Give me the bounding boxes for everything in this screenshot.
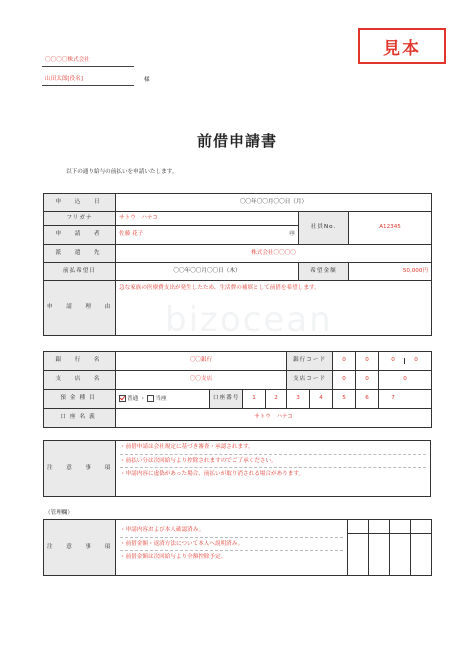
branch-code-digit[interactable]: 0 <box>379 371 432 390</box>
recipient-name: 山田太郎[役名] <box>45 76 83 82</box>
paydate-value[interactable]: 〇〇年〇〇月〇〇日（木） <box>116 263 299 281</box>
row-holder <box>44 409 432 428</box>
company-name: 〇〇〇〇株式会社 <box>45 57 90 63</box>
recipient-underline <box>42 85 134 86</box>
account-digit[interactable]: 6 <box>356 390 379 409</box>
row-notes <box>44 441 431 497</box>
admin-caption: （管理欄） <box>45 510 73 516</box>
approval-header-cell <box>390 520 411 534</box>
name-label: 申 請 者 <box>44 226 116 245</box>
watermark: bizocean <box>165 300 333 340</box>
approval-stamp-cell[interactable] <box>390 534 411 576</box>
note-item: ・申請内容に虚偽があった場合、前払いが取り消される場合があります。 <box>120 471 305 478</box>
row-paydate <box>44 263 432 281</box>
amount-label: 希望金額 <box>299 263 349 281</box>
account-digit[interactable]: 7 <box>391 395 395 402</box>
holder-label: 口座名義 <box>44 409 116 428</box>
kana-label: フリガナ <box>44 212 116 226</box>
branch-code-label: 支店コード <box>287 371 333 390</box>
account-digit[interactable]: 4 <box>310 390 333 409</box>
account-label: 口座番号 <box>210 390 243 409</box>
branch-code-digit[interactable]: 0 <box>356 371 379 390</box>
branch-label: 支 店 名 <box>44 371 116 390</box>
name-value: 佐藤 花子 <box>119 231 144 238</box>
account-digit[interactable]: 1 <box>243 390 266 409</box>
bank-code-last <box>379 352 432 371</box>
sample-stamp: 見本 <box>358 28 446 64</box>
note-item: ・前払い分は次回給与より控除されますのでご了承ください。 <box>120 455 426 469</box>
note-item: ・前借申請は会社規定に基づき審査・承認されます。 <box>120 441 426 455</box>
notes-label: 注 意 事 項 <box>44 441 116 497</box>
bank-value[interactable]: 〇〇銀行 <box>116 352 287 371</box>
bank-code-label: 銀行コード <box>287 352 333 371</box>
reason-label: 申 請 理 由 <box>44 281 116 336</box>
account-digit[interactable]: 3 <box>287 390 310 409</box>
branch-value[interactable]: 〇〇支店 <box>116 371 287 390</box>
account-last <box>379 390 432 409</box>
bank-code-digit[interactable]: 0 <box>356 352 379 371</box>
honorific: 様 <box>144 77 150 83</box>
date-label: 申 込 日 <box>44 194 116 212</box>
row-reason <box>44 281 432 336</box>
empno-label: 社員No. <box>299 212 349 245</box>
company-underline <box>42 66 134 67</box>
seal-mark: ㊞ <box>289 231 295 238</box>
branch-code-digit[interactable]: 0 <box>333 371 356 390</box>
approval-header-cell <box>411 520 432 534</box>
admin-table <box>43 519 432 576</box>
bank-label: 銀 行 名 <box>44 352 116 371</box>
intro-text: 以下の通り給与の前払いを申請いたします。 <box>66 169 178 175</box>
row-bank <box>44 352 432 371</box>
page-title: 前借申請書 <box>196 132 277 150</box>
dept-value[interactable]: 株式会社〇〇〇〇 <box>116 245 432 263</box>
row-account <box>44 390 432 409</box>
admin-label: 注 意 事 項 <box>44 520 116 576</box>
row-kana <box>44 212 432 226</box>
ordinary-checkbox[interactable] <box>119 395 126 402</box>
row-admin-top <box>44 520 432 534</box>
approval-stamp-cell[interactable] <box>348 534 369 576</box>
notes-table <box>43 440 431 497</box>
applicant-table <box>43 193 432 336</box>
approval-header-cell <box>348 520 369 534</box>
ordinary-label: 普通 <box>127 396 139 403</box>
amount-value[interactable]: 50,000円 <box>349 263 432 281</box>
admin-item: ・申請内容および本人確認済み。 <box>120 524 343 538</box>
dept-label: 派 遣 先 <box>44 245 116 263</box>
bank-code-digit[interactable]: 0 <box>404 358 427 364</box>
holder-value[interactable]: サトウ ハナコ <box>116 409 432 428</box>
approval-stamp-cell[interactable] <box>369 534 390 576</box>
name-cell[interactable] <box>116 226 299 245</box>
current-checkbox[interactable] <box>147 395 154 402</box>
approval-stamp-cell[interactable] <box>411 534 432 576</box>
admin-content <box>116 520 348 576</box>
row-branch <box>44 371 432 390</box>
admin-item: ・前借金額・返済方法について本人へ説明済み。 <box>120 538 343 552</box>
account-digit[interactable]: 2 <box>266 390 287 409</box>
row-date <box>44 194 432 212</box>
type-options[interactable] <box>116 390 210 409</box>
admin-item: ・前借金額は次回給与より全額控除予定。 <box>120 554 227 561</box>
type-label: 預金種目 <box>44 390 116 409</box>
row-dept <box>44 245 432 263</box>
bank-table <box>43 351 432 428</box>
kana-value[interactable]: サトウ ハナコ <box>116 212 299 226</box>
bank-code-digit[interactable]: 0 <box>333 352 356 371</box>
reason-value[interactable]: 急な家族の医療費支出が発生したため、生活費の補填として前借を希望します。 <box>116 281 432 336</box>
type-separator: ・ <box>139 396 146 403</box>
empno-value[interactable]: A12345 <box>349 212 432 245</box>
current-label: 当座 <box>155 396 167 403</box>
account-digit[interactable]: 5 <box>333 390 356 409</box>
notes-content <box>116 441 431 497</box>
date-value[interactable]: 〇〇年〇〇月〇〇日（月） <box>116 194 432 212</box>
paydate-label: 前払希望日 <box>44 263 116 281</box>
approval-header-cell <box>369 520 390 534</box>
bank-code-digit[interactable]: 0 <box>391 357 395 364</box>
